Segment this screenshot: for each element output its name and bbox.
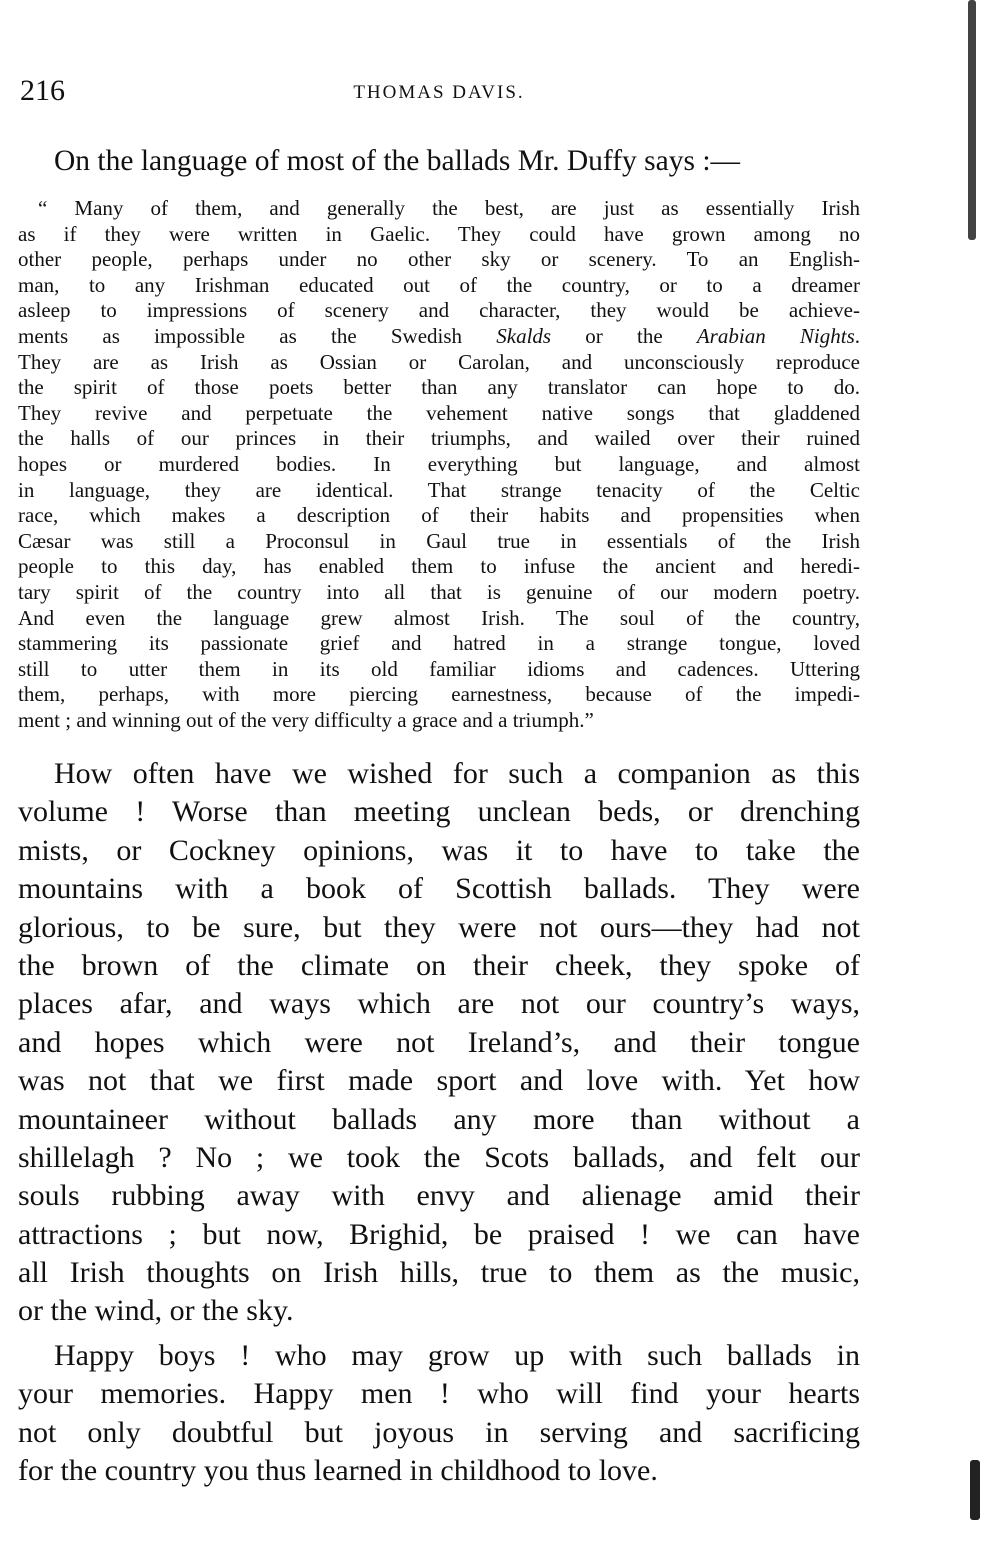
page-edge-mark-top [968, 0, 976, 240]
paragraph1-line: was not that we first made sport and love with. Yet how [18, 1064, 860, 1098]
quote-line: asleep to impressions of scenery and character, they would be achieve- [18, 298, 860, 323]
quote-line: race, which makes a description of their habits and propensities when [18, 503, 860, 528]
body-paragraph-2 [18, 1337, 860, 1491]
intro-sentence: On the language of most of the ballads Mr. Duffy says :— [54, 145, 741, 177]
quote-line: them, perhaps, with more piercing earnestness, because of the impedi- [18, 682, 860, 707]
paragraph1-line: souls rubbing away with envy and alienage amid their [18, 1179, 860, 1213]
paragraph2-line: your memories. Happy men ! who will find your hearts [18, 1377, 860, 1411]
quote-line: man, to any Irishman educated out of the country, or to a dreamer [18, 272, 860, 297]
paragraph2-line: Happy boys ! who may grow up with such ballads in [54, 1339, 860, 1372]
quote-line: hopes or murdered bodies. In everything but language, and almost [18, 451, 860, 476]
quote-line: Cæsar was still a Proconsul in Gaul true in essentials of the Irish [18, 528, 860, 553]
paragraph1-line: and hopes which were not Ireland’s, and their tongue [18, 1025, 860, 1059]
paragraph2-line: not only doubtful but joyous in serving and sacrificing [18, 1415, 860, 1449]
quote-line: tary spirit of the country into all that is genuine of our modern poetry. [18, 579, 860, 604]
quote-line: the halls of our princes in their triumphs, and wailed over their ruined [18, 426, 860, 451]
paragraph1-line: shillelagh ? No ; we took the Scots ballads, and felt our [18, 1140, 860, 1174]
quote-line: in language, they are identical. That strange tenacity of the Celtic [18, 477, 860, 502]
paragraph2-line: for the country you thus learned in childhood to love. [18, 1454, 658, 1488]
quote-line: people to this day, has enabled them to infuse the ancient and heredi- [18, 554, 860, 579]
body-paragraph-1 [18, 755, 860, 1331]
quote-line: the spirit of those poets better than any translator can hope to do. [18, 375, 860, 400]
block-quote [18, 196, 860, 733]
quote-line: stammering its passionate grief and hatred in a strange tongue, loved [18, 631, 860, 656]
paragraph1-line: places afar, and ways which are not our country’s ways, [18, 987, 860, 1021]
paragraph1-line: How often have we wished for such a companion as this [54, 757, 860, 790]
paragraph1-line: mountains with a book of Scottish ballads. They were [18, 872, 860, 906]
paragraph1-line: or the wind, or the sky. [18, 1294, 294, 1328]
paragraph1-line: attractions ; but now, Brighid, be praised ! we can have [18, 1217, 860, 1251]
paragraph1-line: mists, or Cockney opinions, was it to have to take the [18, 833, 860, 867]
paragraph1-line: all Irish thoughts on Irish hills, true to them as the music, [18, 1256, 860, 1290]
quote-line: ments as impossible as the Swedish Skalds or the Arabian Nights. [18, 323, 861, 348]
paragraph1-line: volume ! Worse than meeting unclean beds, or drenching [18, 795, 860, 829]
quote-line: And even the language grew almost Irish. The soul of the country, [18, 605, 860, 630]
paragraph1-line: glorious, to be sure, but they were not ours—they had not [18, 910, 860, 944]
quote-line: ment ; and winning out of the very difficulty a grace and a triumph.” [18, 707, 594, 732]
quote-line: other people, perhaps under no other sky or scenery. To an English- [18, 247, 860, 272]
quote-line: “ Many of them, and generally the best, are just as essentially Irish [38, 196, 860, 220]
quote-line: They are as Irish as Ossian or Carolan, and unconsciously reproduce [18, 349, 860, 374]
page-edge-mark-bottom [970, 1460, 980, 1520]
quote-line: still to utter them in its old familiar idioms and cadences. Uttering [18, 656, 860, 681]
paragraph1-line: mountaineer without ballads any more than without a [18, 1102, 860, 1136]
paragraph1-line: the brown of the climate on their cheek, they spoke of [18, 948, 860, 982]
page-header [18, 74, 860, 114]
running-head: THOMAS DAVIS. [353, 82, 525, 103]
page-number: 216 [20, 74, 65, 107]
quote-line: as if they were written in Gaelic. They could have grown among no [18, 221, 860, 246]
quote-line: They revive and perpetuate the vehement native songs that gladdened [18, 400, 860, 425]
